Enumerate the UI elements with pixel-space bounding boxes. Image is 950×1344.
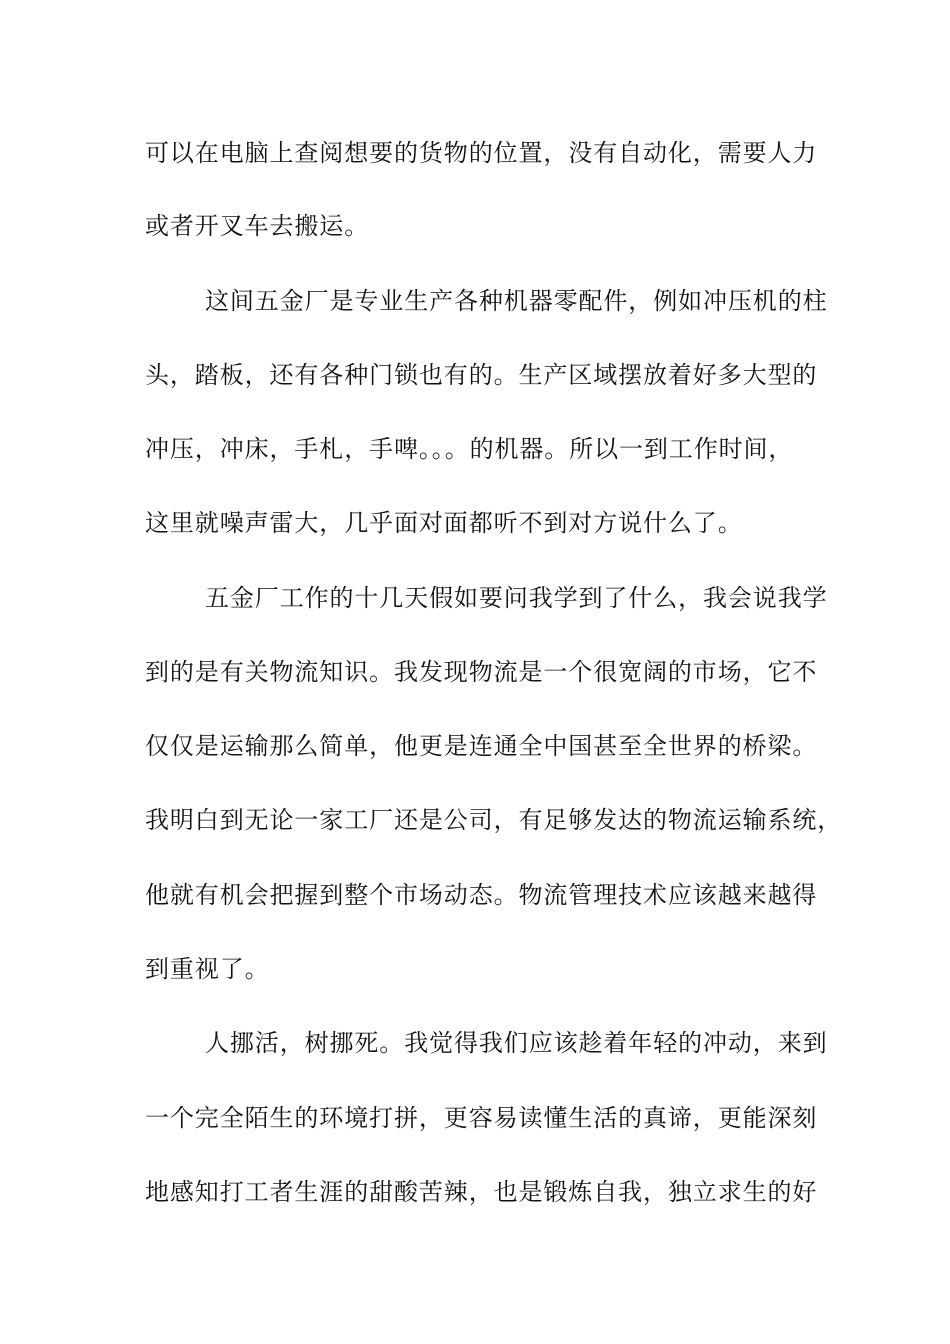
text-line: 到重视了。 — [145, 955, 270, 983]
text-line: 他就有机会把握到整个市场动态。物流管理技术应该越来越得 — [145, 881, 818, 909]
text-line: 一个完全陌生的环境打拼，更容易读懂生活的真谛，更能深刻 — [145, 1104, 818, 1132]
text-line: 头，踏板，还有各种门锁也有的。生产区域摆放着好多大型的 — [145, 361, 818, 389]
text-line: 可以在电脑上查阅想要的货物的位置，没有自动化，需要人力 — [145, 139, 818, 167]
paragraph-first-line: 这间五金厂是专业生产各种机器零配件，例如冲压机的柱 — [205, 287, 828, 315]
text-line: 仅仅是运输那么简单，他更是连通全中国甚至全世界的桥梁。 — [145, 732, 818, 760]
text-line: 到的是有关物流知识。我发现物流是一个很宽阔的市场，它不 — [145, 658, 818, 686]
text-line: 地感知打工者生涯的甜酸苦辣，也是锻炼自我，独立求生的好 — [145, 1178, 818, 1206]
paragraph-first-line: 五金厂工作的十几天假如要问我学到了什么，我会说我学 — [205, 584, 828, 612]
text-line: 我明白到无论一家工厂还是公司，有足够发达的物流运输系统， — [145, 806, 843, 834]
text-line: 这里就噪声雷大，几乎面对面都听不到对方说什么了。 — [145, 509, 743, 537]
paragraph-first-line: 人挪活，树挪死。我觉得我们应该趁着年轻的冲动，来到 — [205, 1029, 828, 1057]
text-line: 冲压，冲床，手札，手啤。。。的机器。所以一到工作时间， — [145, 435, 794, 463]
text-line: 或者开叉车去搬运。 — [145, 212, 370, 240]
